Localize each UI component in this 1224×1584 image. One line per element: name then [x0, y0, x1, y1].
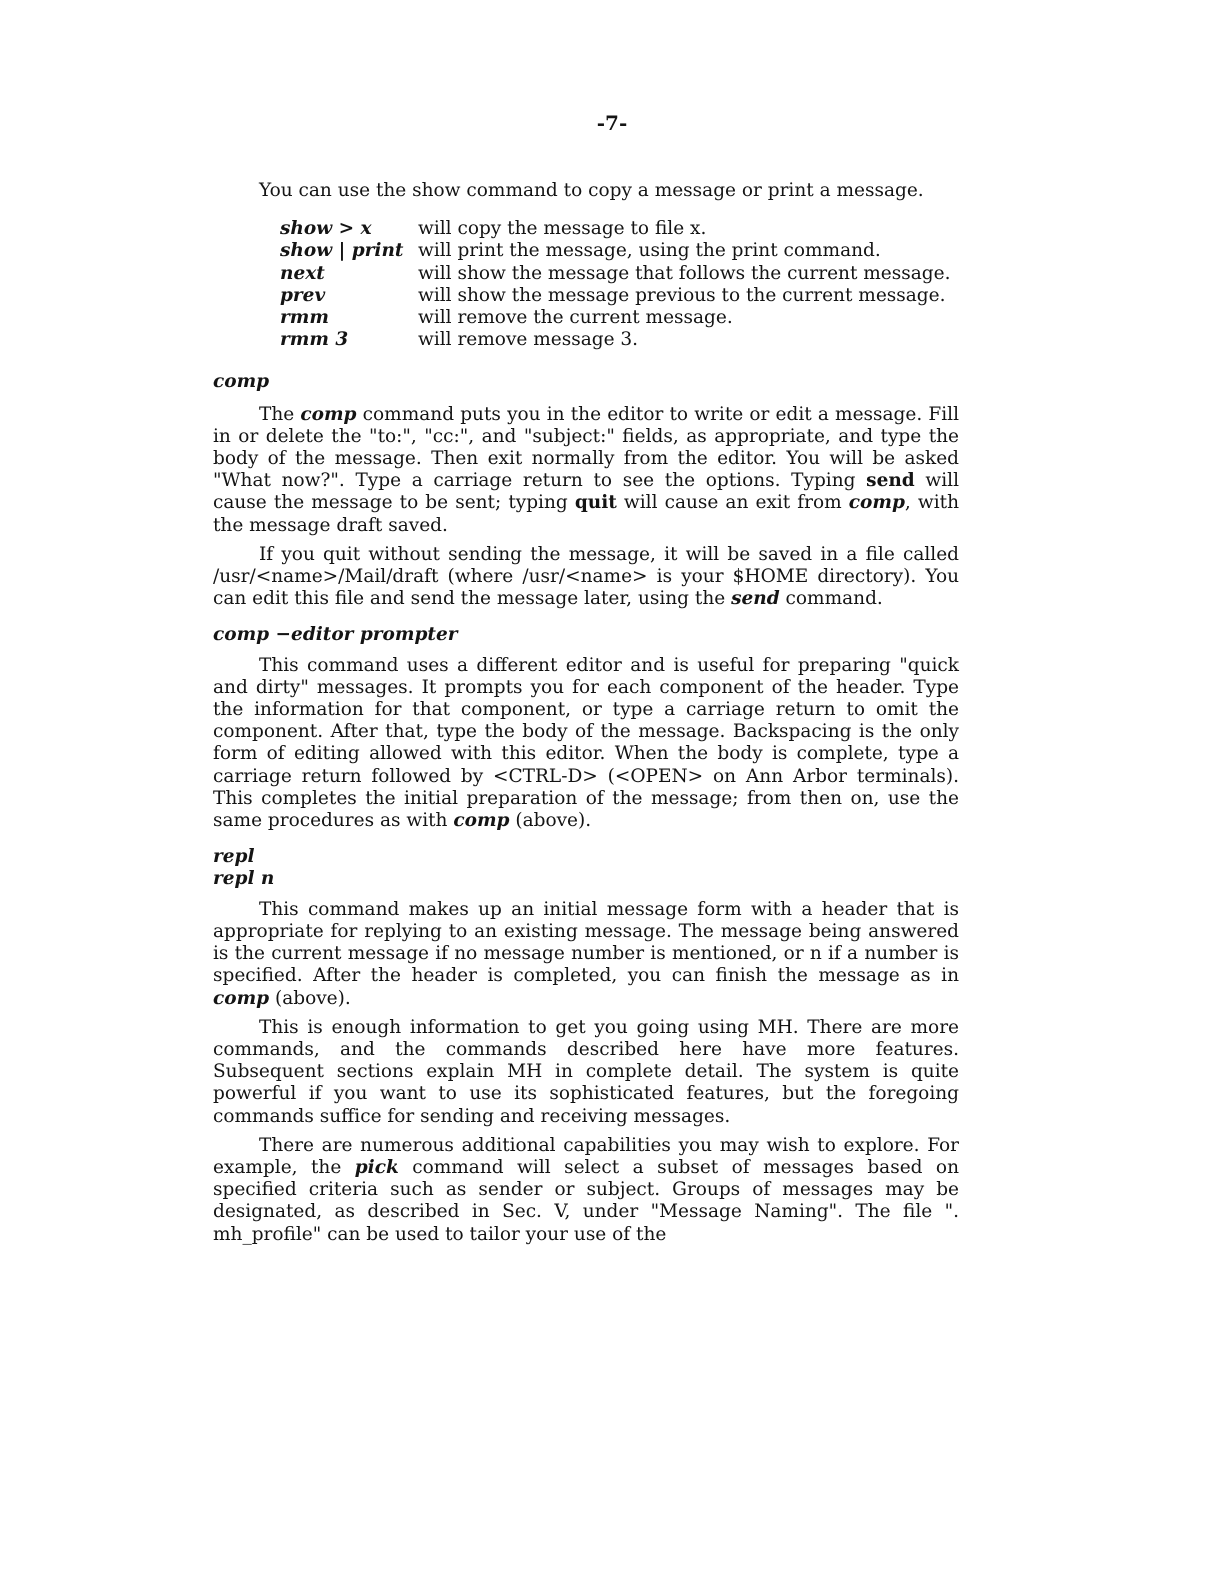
comp-heading: comp	[213, 371, 270, 393]
repl-paragraph-3	[213, 1135, 959, 1246]
command-ref: comp	[300, 403, 357, 425]
text-run: This command uses a different editor and is useful for preparing "quick and dirty" messages. It prompts you for each component of the header. Type the information for that component, or type a carriage return to omit the component. After that, type the body of the message. Backspacing is the only form of editing allowed with this editor. When the body is complete, type a carriage return followed by <CTRL-D> (<OPEN> on Ann Arbor terminals). This completes the initial preparation of the message; from then on, use the same procedures as with	[213, 654, 959, 832]
text-run: command.	[779, 588, 883, 610]
command-row	[280, 263, 1080, 285]
command-description: will remove the current message.	[418, 307, 733, 329]
command-row	[280, 307, 1080, 329]
text-run: This command makes up an initial message form with a header that is appropriate for replying to an existing message. The message being answered is the current message if no message number is mentioned, or n if a number is specified. After the header is completed, you can finish the message as in	[213, 898, 959, 987]
text-run: The	[259, 403, 301, 425]
command-name: rmm 3	[280, 329, 349, 351]
command-ref: comp	[213, 987, 270, 1009]
text-run: There are numerous additional capabilities you may wish to explore. For example, the	[213, 1134, 959, 1178]
command-description: will remove message 3.	[418, 329, 639, 351]
text-run: (above).	[269, 987, 351, 1009]
keyword: send	[866, 470, 915, 492]
command-name: rmm	[280, 307, 329, 329]
repl-paragraph-2: This is enough information to get you going using MH. There are more commands, and the commands described here have more features. Subsequent sections explain MH in complete detail. The system is quite powerful if you want to use its sophisticated features, but the foregoing commands suffice for sending and receiving messages.	[213, 1016, 959, 1127]
comp-editor-heading: comp −editor prompter	[213, 624, 458, 646]
repl-heading: repl	[213, 846, 255, 868]
repl-n-heading: repl n	[213, 868, 275, 890]
comp-paragraph-1	[213, 404, 959, 537]
command-description: will copy the message to file x.	[418, 218, 707, 240]
keyword: quit	[574, 492, 617, 514]
text-run: will cause an exit from	[616, 492, 849, 514]
command-name: prev	[280, 284, 326, 306]
text-run: will cause the message to be sent; typing	[213, 470, 960, 514]
text-run: (above).	[509, 810, 592, 832]
text-run: command will select a subset of messages based on specified criteria such as sender or subject. Groups of messages may be designated, as described in Sec. V, under "Message Naming". The file ". mh_profile" can be used to tailor your use of the	[213, 1156, 959, 1245]
page-body	[213, 180, 959, 1246]
command-ref: pick	[354, 1156, 399, 1178]
text-run: If you quit without sending the message, it will be saved in a file called /usr/<name>/Mail/draft (where /usr/<name> is your $HOME directory). You can edit this file and send the message later, using the	[213, 543, 959, 610]
command-description: will show the message that follows the current message.	[418, 262, 951, 284]
comp-paragraph-2	[213, 544, 959, 611]
show-intro: You can use the show command to copy a message or print a message.	[259, 180, 924, 201]
page-number: -7-	[596, 111, 628, 135]
command-ref: comp	[848, 492, 905, 514]
comp-editor-paragraph	[213, 655, 959, 833]
command-name: show | print	[280, 240, 404, 262]
command-description: will show the message previous to the current message.	[418, 284, 946, 306]
text-run: command puts you in the editor to write or edit a message. Fill in or delete the "to:", "cc:", and "subject:" fields, as appropriate, and type the body of the message. Then exit normally from the editor. You will be asked "What now?". Type a carriage return to see the options. Typing	[213, 403, 959, 492]
text-run: , with the message draft saved.	[213, 492, 959, 536]
command-row	[280, 218, 1080, 240]
command-row	[280, 285, 1080, 307]
command-name: next	[280, 262, 325, 284]
command-name: show > x	[280, 218, 372, 240]
command-row	[280, 329, 1080, 351]
command-description: will print the message, using the print command.	[418, 240, 881, 262]
command-ref: comp	[453, 810, 510, 832]
repl-paragraph-1	[213, 899, 959, 1010]
command-ref: send	[731, 588, 780, 610]
show-command-list	[280, 218, 1080, 351]
command-row	[280, 240, 1080, 262]
